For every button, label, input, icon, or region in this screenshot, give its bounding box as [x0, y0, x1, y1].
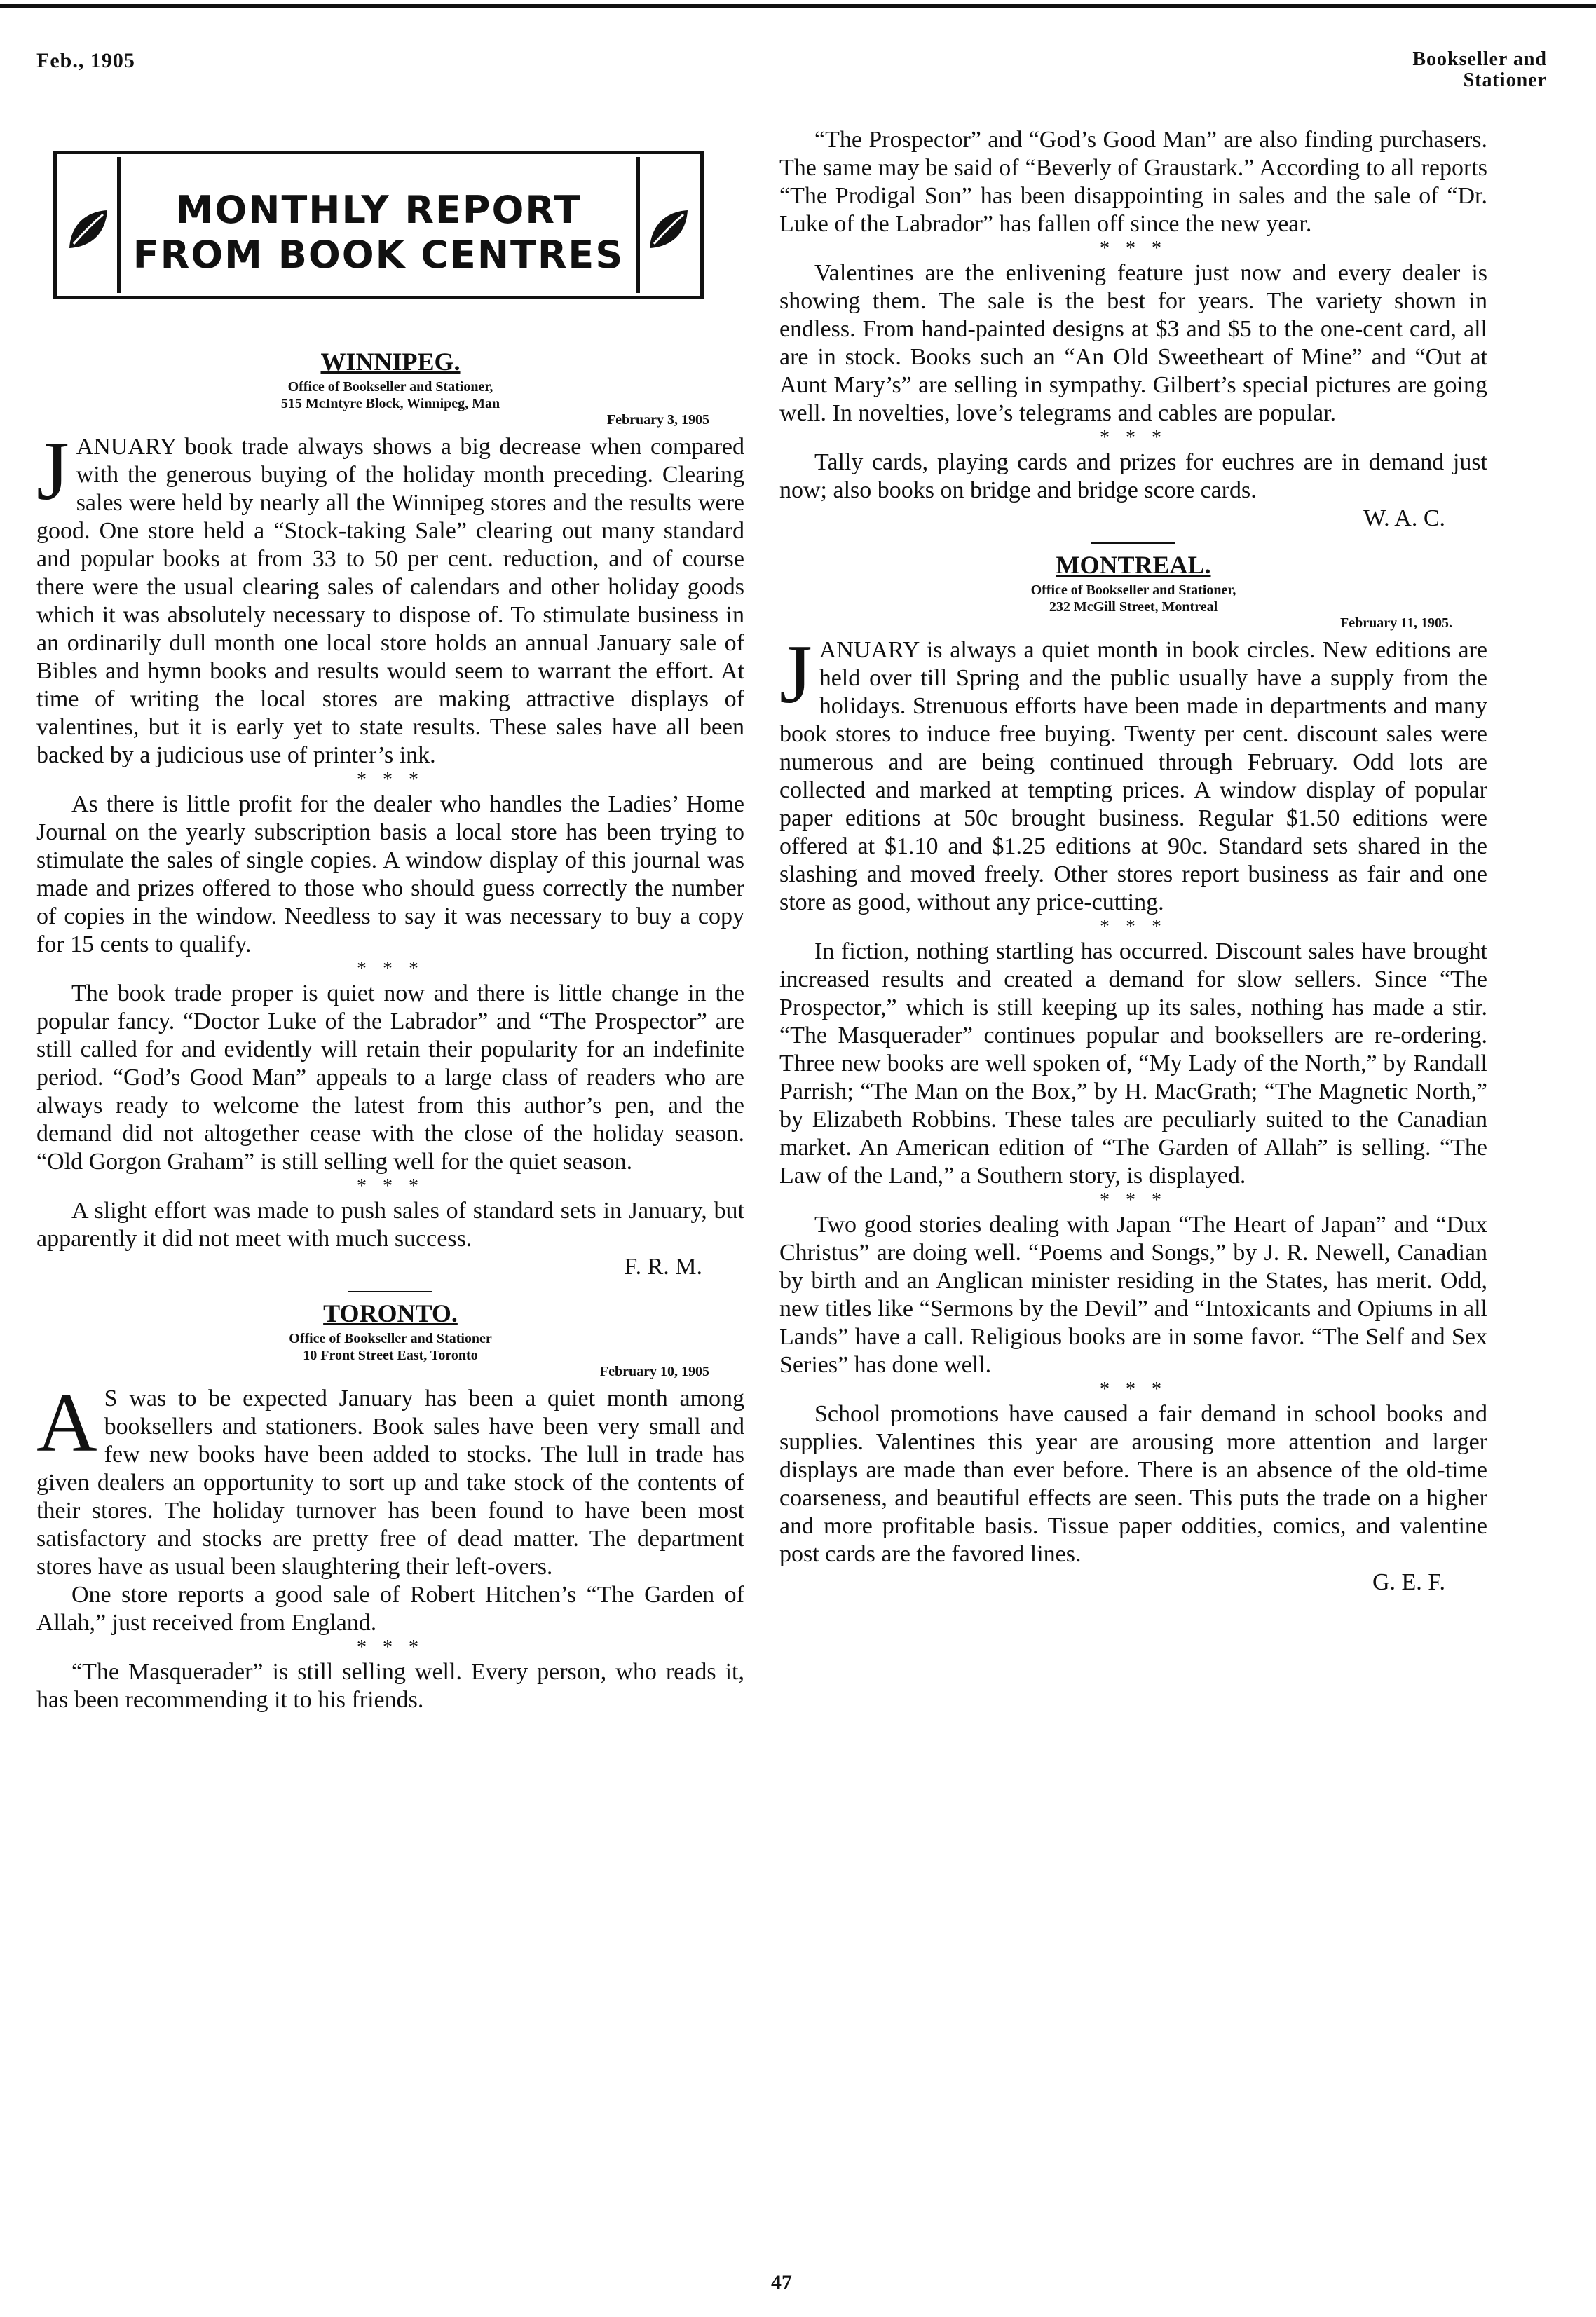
toronto-paragraph-1: AS was to be expected January has been a quiet month among booksellers and stationers. Book sales have been very small and few new books have been added to stocks. The lull in trade has given dealers an opportunity to sort up and take stock of the contents of their stores. The holiday turnover has been found to have been most satisfactory and stocks are pretty free of dead matter. The department stores have as usual been slaughtering their left-overs. [36, 1376, 744, 1580]
winnipeg-office-line1: Office of Bookseller and Stationer, [287, 379, 493, 395]
section-ornament: * * * [1100, 238, 1167, 259]
toronto-office-line2: 10 Front Street East, Toronto [303, 1348, 478, 1363]
right-column [779, 126, 1487, 1597]
winnipeg-paragraph-3: The book trade proper is quiet now and there is little change in the popular fancy. “Doctor Luke of the Labrador” and “The Prospector” are still called for and evidently will retain their popularity for an indefinite period. “God’s Good Man” appeals to a large class of readers who are always ready to welcome the latest from this author’s pen, and the demand did not altogether cease with the close of the holiday season. “Old Gorgon Graham” is still selling well for the quiet season. [36, 980, 744, 1175]
section-divider [1091, 542, 1175, 544]
toronto-continued-2: Valentines are the enlivening feature just now and every dealer is showing them. The sale is the best for years. The variety shown in endless. From hand-painted designs at $3 and $5 to the one-cent card, all are in stock. Books such an “An Old Sweetheart of Mine” and “Out at Aunt Mary’s” are selling in sympathy. Gilbert’s special pictures are going well. In novelties, love’s telegrams and cables are popular. [779, 260, 1487, 426]
montreal-date: February 11, 1905. [1340, 615, 1452, 631]
montreal-heading: MONTREAL. [1056, 551, 1211, 579]
toronto-continued-1: “The Prospector” and “God’s Good Man” are also finding purchasers. The same may be said of “Beverly of Graustark.” According to all reports “The Prodigal Son” has been disappointing in sales and the sale of “Dr. Luke of the Labrador” has fallen off since the new year. [779, 127, 1487, 237]
banner-title-line2: FROM BOOK CENTRES [132, 233, 625, 277]
toronto-paragraph-2: One store reports a good sale of Robert Hitchen’s “The Garden of Allah,” just received from England. [36, 1582, 744, 1636]
montreal-paragraph-3: Two good stories dealing with Japan “The Heart of Japan” and “Dux Christus” are doing well. “Poems and Songs,” by J. R. Newell, Canadian by birth and an Anglican minister residing in the States, has merit. Odd, new titles like “Sermons by the Devil” and “Intoxicants and Opiums in all Lands” have a call. Religious books are in some favor. “The Self and Sex Series” has done well. [779, 1212, 1487, 1378]
monthly-report-banner [53, 151, 704, 299]
toronto-continued-3: Tally cards, playing cards and prizes for euchres are in demand just now; also books on bridge and bridge score cards. [779, 449, 1487, 503]
winnipeg-paragraph-2: As there is little profit for the dealer who handles the Ladies’ Home Journal on the yearly subscription basis a local store has been trying to stimulate the sales of single copies. A window display of this journal was made and prizes offered to those who should guess correctly the number of copies in the window. Needless to say it was necessary to buy a copy for 15 cents to qualify. [36, 791, 744, 957]
montreal-paragraph-4: School promotions have caused a fair demand in school books and supplies. Valentines this year are arousing more attention and larger displays are made than ever before. There is an absence of the old-time coarseness, and beautiful effects are seen. This puts the trade on a higher and more profitable basis. Tissue paper oddities, comics, and valentine post cards are the favored lines. [779, 1401, 1487, 1567]
section-ornament: * * * [357, 1175, 424, 1197]
montreal-signature: G. E. F. [1372, 1569, 1445, 1595]
toronto-paragraph-3: “The Masquerader” is still selling well. Every person, who reads it, has been recommending it to his friends. [36, 1659, 744, 1713]
montreal-paragraph-2: In fiction, nothing startling has occurred. Discount sales have brought increased results and created a demand for slow sellers. Since “The Prospector,” which is still keeping up its sales, nothing has made a stir. “The Masquerader” continues popular and booksellers are re-ordering. Three new books are well spoken of, “My Lady of the North,” by Randall Parrish; “The Man on the Box,” by H. MacGrath; “The Magnetic North,” by Elizabeth Robbins. These tales are peculiarly suited to the Canadian market. An American edition of “The Garden of Allah” is selling. “The Law of the Land,” a Southern story, is displayed. [779, 938, 1487, 1189]
banner-title [57, 188, 700, 278]
toronto-date: February 10, 1905 [599, 1364, 709, 1379]
winnipeg-heading: WINNIPEG. [320, 348, 461, 376]
banner-title-line1: MONTHLY REPORT [175, 188, 582, 232]
winnipeg-date: February 3, 1905 [606, 412, 709, 428]
publication-name-line2: Stationer [1463, 69, 1547, 91]
section-divider [348, 1291, 432, 1292]
winnipeg-paragraph-1: JANUARY book trade always shows a big decrease when compared with the generous buying of the holiday month preceding. Clearing sales were held by nearly all the Winnipeg stores and the results were good. One store held a “Stock-taking Sale” clearing out many standard and popular books at from 33 to 50 per cent. reduction, and of course there were the usual clearing sales of calendars and other holiday goods which it was absolutely necessary to dispose of. To stimulate business in an ordinarily dull month one local store holds an annual January sale of Bibles and hymn books and results would seem to warrant the effort. At time of writing the local stores are making attractive displays of valentines, but it is early yet to state results. These sales have all been backed by a judicious use of printer’s ink. [36, 424, 744, 768]
toronto-office-line1: Office of Bookseller and Stationer [289, 1331, 492, 1346]
montreal-office-line2: 232 McGill Street, Montreal [1049, 599, 1218, 615]
section-ornament: * * * [357, 958, 424, 980]
winnipeg-signature: F. R. M. [624, 1254, 702, 1280]
left-column [36, 342, 744, 1714]
winnipeg-office-line2: 515 McIntyre Block, Winnipeg, Man [280, 396, 500, 411]
winnipeg-paragraph-4: A slight effort was made to push sales of standard sets in January, but apparently it did not meet with much success. [36, 1198, 744, 1252]
section-ornament: * * * [357, 769, 424, 791]
montreal-office-line1: Office of Bookseller and Stationer, [1030, 582, 1236, 598]
toronto-signature: W. A. C. [1363, 505, 1445, 531]
section-ornament: * * * [357, 1636, 424, 1658]
montreal-paragraph-1: JANUARY is always a quiet month in book circles. New editions are held over till Spring and the public usually have a supply from the holidays. Strenuous efforts have been made in departments and many book stores to induce free buying. Twenty per cent. discount sales were numerous and are being continued through February. Odd lots are collected and marked at tempting prices. A window display of popular paper editions at 50c brought business. Regular $1.50 editions were offered at $1.10 and $1.25 editions at 90c. Standard sets shared in the slashing and moved freely. Other stores report business as fair and one store as good, without any price-cutting. [779, 627, 1487, 915]
toronto-heading: TORONTO. [323, 1299, 458, 1327]
leaf-ornament-icon [644, 205, 693, 254]
issue-date: Feb., 1905 [36, 49, 135, 72]
publication-name [1412, 49, 1547, 91]
section-ornament: * * * [1100, 1379, 1167, 1400]
top-rule [0, 4, 1596, 8]
page-number: 47 [771, 2271, 792, 2294]
section-ornament: * * * [1100, 1189, 1167, 1211]
publication-name-line1: Bookseller and [1412, 48, 1547, 70]
section-ornament: * * * [1100, 916, 1167, 938]
section-ornament: * * * [1100, 427, 1167, 449]
